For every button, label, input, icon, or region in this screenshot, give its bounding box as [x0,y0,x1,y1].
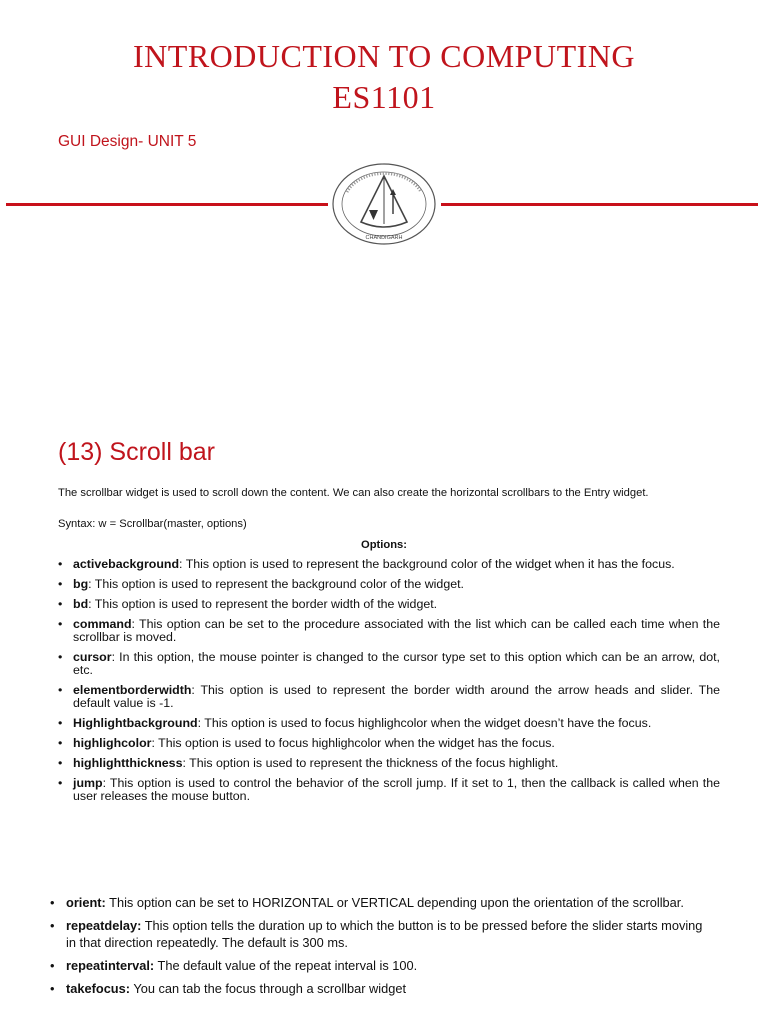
list-item: • cursor: In this option, the mouse pointer is changed to the cursor type set to this option which can be an arrow, dot, etc. [58,651,720,677]
syntax-line: Syntax: w = Scrollbar(master, options) [58,518,247,530]
title-line-2: ES1101 [332,79,436,115]
list-item: • takefocus: You can tab the focus through a scrollbar widget [50,980,710,997]
list-item: • Highlightbackground: This option is used to focus highlighcolor when the widget doesn’t have the focus. [58,717,720,730]
section-intro: The scrollbar widget is used to scroll down the content. We can also create the horizontal scrollbars to the Entry widget. [58,487,649,499]
options-list [58,558,720,810]
divider-left [6,203,328,206]
list-item: • bg: This option is used to represent the background color of the widget. [58,578,720,591]
list-item: • command: This option can be set to the procedure associated with the list which can be called each time when the scrollbar is moved. [58,618,720,644]
list-item: • repeatinterval: The default value of the repeat interval is 100. [50,957,710,974]
list-item: • jump: This option is used to control the behavior of the scroll jump. If it set to 1, then the callback is called when the user releases the mouse button. [58,777,720,803]
divider-right [441,203,758,206]
list-item: • orient: This option can be set to HORIZONTAL or VERTICAL depending upon the orientation of the scrollbar. [50,894,710,911]
list-item: • highlightthickness: This option is used to represent the thickness of the focus highlight. [58,757,720,770]
section-title: (13) Scroll bar [58,438,215,466]
college-seal-icon [331,162,437,246]
list-item: • repeatdelay: This option tells the duration up to which the button is to be pressed before the slider starts moving in that direction repeatedly. The default is 300 ms. [50,917,710,951]
list-item: • activebackground: This option is used to represent the background color of the widget when it has the focus. [58,558,720,571]
options-list-continued [50,894,710,1003]
unit-subtitle: GUI Design- UNIT 5 [58,133,197,150]
list-item: • highlighcolor: This option is used to focus highlighcolor when the widget has the focus. [58,737,720,750]
options-heading: Options: [361,539,407,551]
list-item: • bd: This option is used to represent the border width of the widget. [58,598,720,611]
list-item: • elementborderwidth: This option is used to represent the border width around the arrow heads and slider. The default value is -1. [58,684,720,710]
svg-text:CHANDIGARH: CHANDIGARH [365,235,403,241]
title-line-1: INTRODUCTION TO COMPUTING [133,38,635,74]
page-title [0,36,768,118]
